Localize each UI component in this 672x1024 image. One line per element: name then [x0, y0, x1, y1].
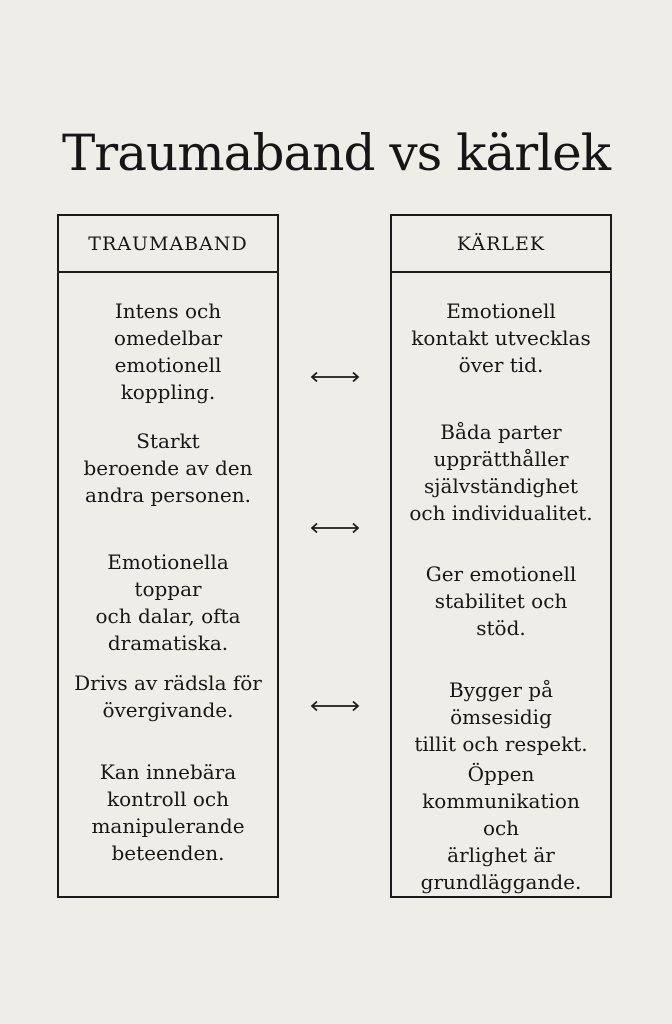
karlek-item-5: Öppen kommunikation och ärlighet är grundläggande. — [420, 762, 582, 894]
traumaband-item-1: Intens och omedelbar emotionell koppling. — [113, 299, 223, 404]
traumaband-header: TRAUMABAND — [59, 216, 277, 273]
traumaband-item-4: Drivs av rädsla för övergivande. — [74, 671, 262, 722]
traumaband-item-3: Emotionella toppar och dalar, ofta dramatiska. — [95, 550, 241, 655]
traumaband-item-5: Kan innebära kontroll och manipulerande beteenden. — [91, 760, 245, 865]
karlek-item-4: Bygger på ömsesidig tillit och respekt. — [414, 678, 588, 756]
karlek-item-3: Ger emotionell stabilitet och stöd. — [425, 562, 577, 640]
karlek-header: KÄRLEK — [392, 216, 610, 273]
double-headed-arrow-icon — [310, 371, 360, 383]
karlek-column — [390, 214, 612, 898]
page-title: Traumaband vs kärlek — [61, 124, 611, 182]
double-headed-arrow-icon — [310, 522, 360, 534]
karlek-item-2: Båda parter upprätthåller självständighet och individualitet. — [409, 420, 593, 525]
traumaband-column — [57, 214, 279, 898]
traumaband-item-2: Starkt beroende av den andra personen. — [83, 429, 253, 507]
karlek-item-1: Emotionell kontakt utvecklas över tid. — [411, 299, 591, 377]
double-headed-arrow-icon — [310, 700, 360, 712]
